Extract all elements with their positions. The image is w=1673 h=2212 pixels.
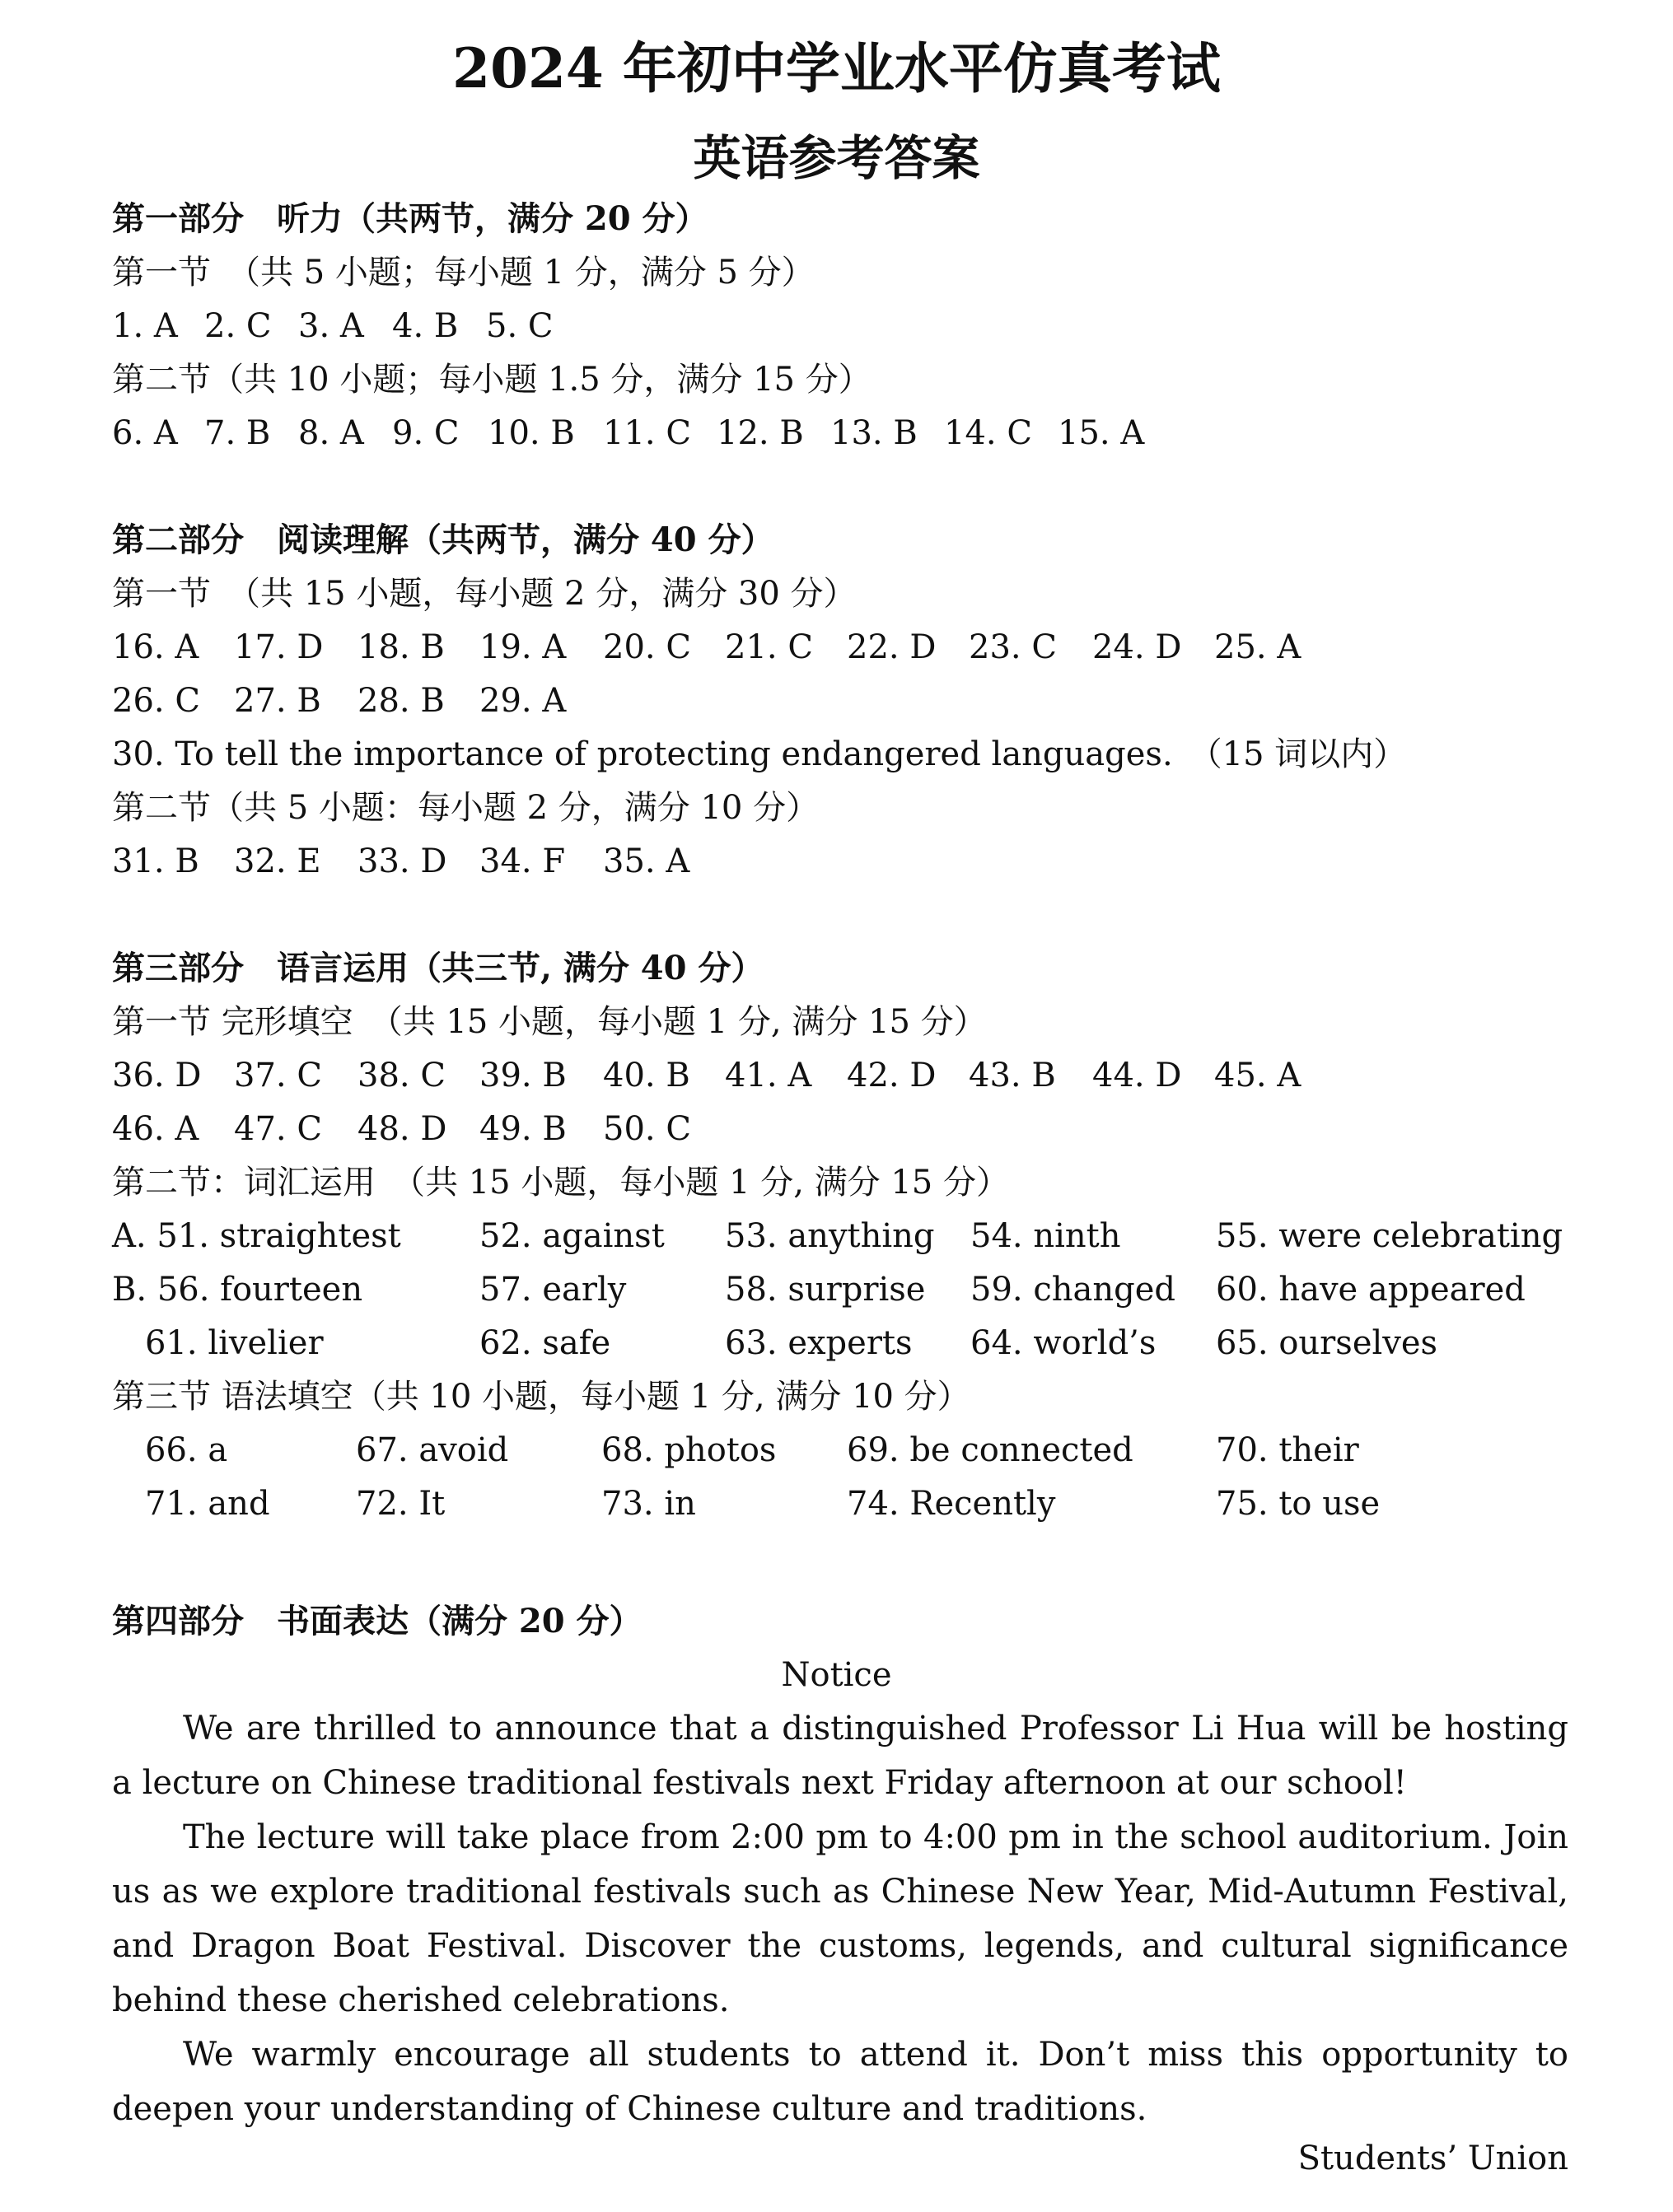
answer-item: 38. C	[357, 1057, 446, 1094]
answer-item: 65. ourselves	[1216, 1324, 1438, 1362]
answer-item: 3. A	[298, 307, 364, 345]
answer-item: 47. C	[234, 1110, 322, 1148]
vocab-row	[112, 1320, 1644, 1374]
answer-item: 61. livelier	[145, 1324, 324, 1362]
answer-item: 64. world’s	[970, 1324, 1157, 1362]
answer-item: 37. C	[234, 1057, 322, 1094]
part1-section2-answers	[112, 410, 1644, 456]
vocab-row	[112, 1213, 1644, 1267]
answer-item: 1. A	[112, 307, 178, 345]
answer-item: 9. C	[392, 414, 460, 452]
answer-item: 36. D	[112, 1057, 202, 1094]
notice-paragraph-2: The lecture will take place from 2:00 pm to 4:00 pm in the school auditorium. Join us as we explore traditional festivals such as Chinese New Year, Mid-Autumn Festival, and Dragon Boat Festival. Discover the customs, legends, and cultural significance behind these cherished celebrations.	[112, 1818, 1568, 2019]
part1-section1-answers	[112, 303, 1644, 349]
answer-item: 12. B	[717, 414, 804, 452]
answer-key-subtitle: 英语参考答案	[693, 130, 980, 186]
answer-item: 70. their	[1216, 1431, 1359, 1469]
answer-item: 74. Recently	[847, 1485, 1056, 1523]
answer-item: 18. B	[357, 628, 445, 666]
notice-paragraph-3: We warmly encourage all students to attend it. Don’t miss this opportunity to deepen your understanding of Chinese culture and traditions.	[112, 2036, 1568, 2128]
answer-item: A. 51. straightest	[112, 1217, 401, 1255]
part2-section1-answers-row1	[112, 624, 1644, 670]
question-30-answer: 30. To tell the importance of protecting endangered languages. （15 词以内）	[112, 735, 1407, 773]
grammar-row	[112, 1427, 1644, 1481]
answer-item: 52. against	[479, 1217, 665, 1255]
answer-item: 45. A	[1214, 1057, 1301, 1094]
answer-item: 6. A	[112, 414, 178, 452]
answer-item: 25. A	[1214, 628, 1301, 666]
answer-item: 13. B	[830, 414, 918, 452]
part1-section1-heading: 第一节 （共 5 小题；每小题 1 分，满分 5 分）	[112, 254, 815, 292]
answer-item: 11. C	[603, 414, 691, 452]
answer-item: 42. D	[847, 1057, 937, 1094]
notice-paragraph-1: We are thrilled to announce that a distinguished Professor Li Hua will be hosting a lecture on Chinese traditional festivals next Friday afternoon at our school!	[112, 1710, 1568, 1802]
part4-heading: 第四部分 书面表达（满分 20 分）	[112, 1602, 643, 1640]
answer-item: 46. A	[112, 1110, 199, 1148]
answer-item: 41. A	[725, 1057, 812, 1094]
answer-item: 66. a	[145, 1431, 228, 1469]
grammar-answers	[112, 1427, 1644, 1534]
answer-item: B. 56. fourteen	[112, 1271, 363, 1309]
answer-item: 48. D	[357, 1110, 447, 1148]
part2-heading: 第二部分 阅读理解（共两节，满分 40 分）	[112, 520, 774, 559]
answer-item: 5. C	[486, 307, 554, 345]
answer-item: 21. C	[725, 628, 813, 666]
answer-item: 54. ninth	[970, 1217, 1121, 1255]
answer-item: 75. to use	[1216, 1485, 1381, 1523]
answer-item: 10. B	[488, 414, 575, 452]
answer-item: 34. F	[479, 842, 566, 880]
answer-item: 28. B	[357, 682, 445, 720]
answer-item: 58. surprise	[725, 1271, 926, 1309]
answer-item: 69. be connected	[847, 1431, 1133, 1469]
part3-section1-answers-row2	[112, 1106, 1644, 1152]
answer-item: 63. experts	[725, 1324, 913, 1362]
answer-item: 17. D	[234, 628, 324, 666]
answer-item: 8. A	[298, 414, 364, 452]
answer-item: 68. photos	[601, 1431, 777, 1469]
answer-item: 44. D	[1092, 1057, 1182, 1094]
grammar-row	[112, 1481, 1644, 1534]
answer-item: 67. avoid	[356, 1431, 509, 1469]
answer-item: 31. B	[112, 842, 199, 880]
answer-item: 39. B	[479, 1057, 567, 1094]
part2-section2-answers	[112, 838, 1644, 884]
answer-item: 72. It	[356, 1485, 446, 1523]
part2-section1-answers-row2	[112, 678, 1644, 724]
answer-item: 19. A	[479, 628, 567, 666]
answer-item: 50. C	[603, 1110, 691, 1148]
answer-item: 73. in	[601, 1485, 696, 1523]
answer-item: 59. changed	[970, 1271, 1175, 1309]
part3-section1-answers-row1	[112, 1052, 1644, 1099]
vocab-row	[112, 1267, 1644, 1320]
answer-item: 24. D	[1092, 628, 1182, 666]
vocabulary-answers	[112, 1213, 1644, 1374]
notice-title: Notice	[781, 1656, 892, 1694]
answer-item: 20. C	[603, 628, 691, 666]
answer-item: 49. B	[479, 1110, 567, 1148]
answer-item: 32. E	[234, 842, 321, 880]
answer-item: 7. B	[204, 414, 271, 452]
answer-item: 26. C	[112, 682, 200, 720]
part2-section1-heading: 第一节 （共 15 小题，每小题 2 分，满分 30 分）	[112, 575, 857, 613]
answer-item: 15. A	[1058, 414, 1145, 452]
answer-item: 62. safe	[479, 1324, 611, 1362]
answer-item: 35. A	[603, 842, 690, 880]
exam-title: 2024 年初中学业水平仿真考试	[452, 36, 1221, 100]
answer-item: 53. anything	[725, 1217, 935, 1255]
answer-item: 29. A	[479, 682, 567, 720]
answer-item: 14. C	[944, 414, 1032, 452]
answer-item: 55. were celebrating	[1216, 1217, 1563, 1255]
answer-item: 57. early	[479, 1271, 627, 1309]
part3-section1-heading: 第一节 完形填空 （共 15 小题，每小题 1 分, 满分 15 分）	[112, 1003, 987, 1041]
answer-item: 27. B	[234, 682, 321, 720]
answer-item: 33. D	[357, 842, 447, 880]
part1-heading: 第一部分 听力（共两节，满分 20 分）	[112, 199, 708, 238]
answer-item: 23. C	[969, 628, 1057, 666]
part2-section2-heading: 第二节（共 5 小题：每小题 2 分，满分 10 分）	[112, 789, 820, 827]
answer-item: 43. B	[969, 1057, 1056, 1094]
part3-section2-heading: 第二节：词汇运用 （共 15 小题，每小题 1 分, 满分 15 分）	[112, 1164, 1009, 1202]
answer-item: 71. and	[145, 1485, 270, 1523]
part3-heading: 第三部分 语言运用（共三节, 满分 40 分）	[112, 949, 764, 987]
answer-item: 40. B	[603, 1057, 690, 1094]
notice-signature: Students’ Union	[1297, 2140, 1568, 2177]
answer-item: 2. C	[204, 307, 272, 345]
answer-item: 60. have appeared	[1216, 1271, 1526, 1309]
answer-item: 22. D	[847, 628, 937, 666]
part1-section2-heading: 第二节（共 10 小题；每小题 1.5 分，满分 15 分）	[112, 361, 872, 399]
answer-item: 16. A	[112, 628, 199, 666]
answer-item: 4. B	[392, 307, 459, 345]
part3-section3-heading: 第三节 语法填空（共 10 小题，每小题 1 分, 满分 10 分）	[112, 1378, 970, 1416]
